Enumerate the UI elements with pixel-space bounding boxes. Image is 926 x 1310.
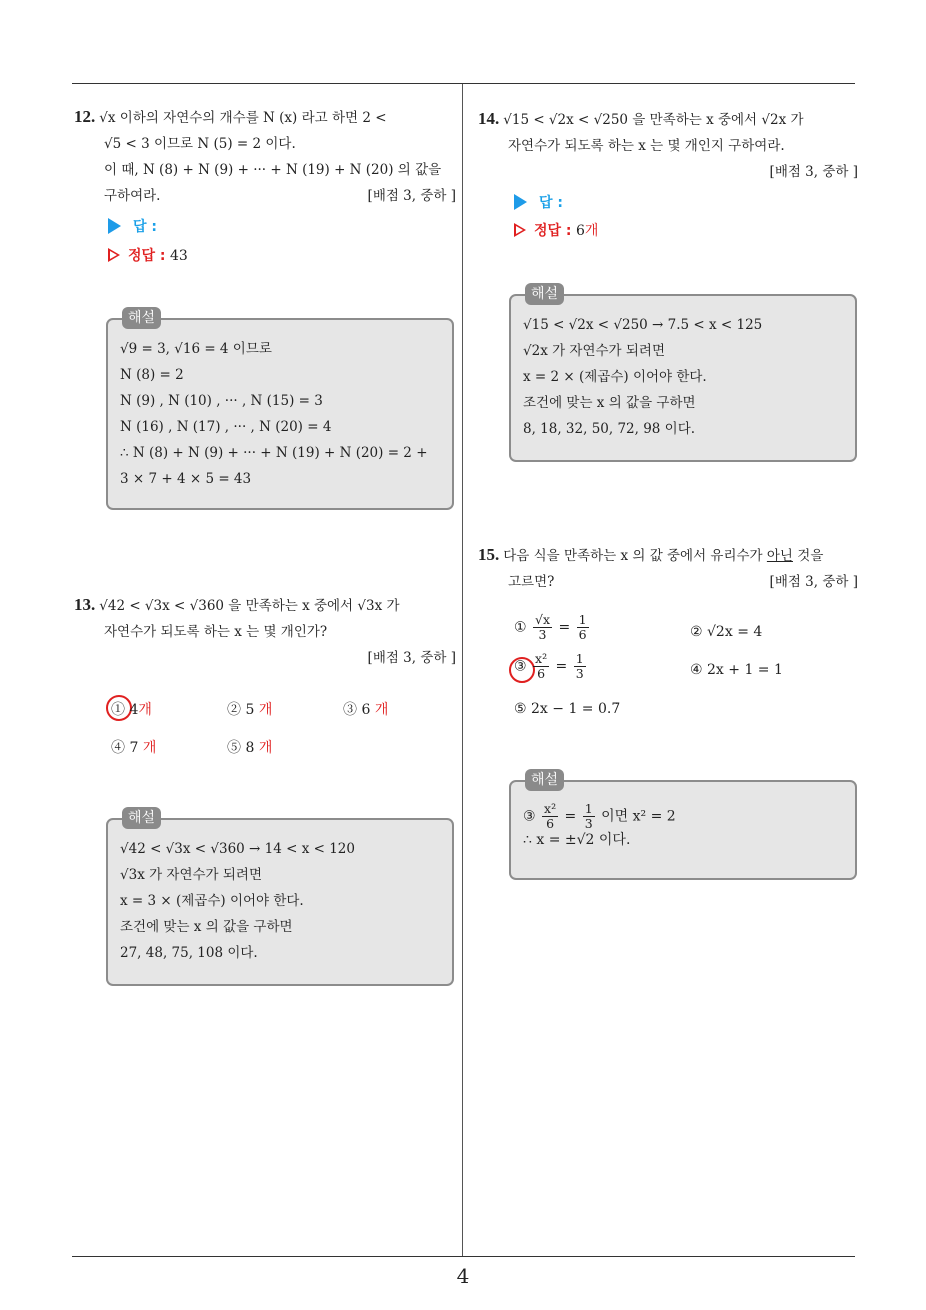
question-number: 12. (74, 107, 96, 126)
fraction: $\frac{\text{x²}}{6}$ (535, 651, 548, 681)
choice-mark: ① (514, 619, 527, 636)
answer-line (514, 192, 563, 212)
explanation-tag: 해설 (122, 807, 161, 829)
answer-label: 답 : (133, 219, 157, 235)
outline-triangle-icon (108, 248, 120, 262)
correct-answer-line (514, 220, 598, 240)
question-text: 것을 (792, 548, 824, 564)
question-text: √5 < 3 이므로 N (5) = 2 이다. (104, 136, 296, 152)
outline-triangle-icon (514, 223, 526, 237)
explanation-box (106, 310, 454, 510)
choice-value: 5 (245, 702, 255, 718)
explanation-line: ∴ x = ±√2 이다. (523, 832, 631, 848)
choice-value: 4 (129, 702, 139, 718)
top-rule (72, 83, 855, 84)
choice-text: 2x + 1 = 1 (707, 662, 783, 678)
grade-label: [배점 3, 중하 ] (769, 574, 858, 590)
choice-unit: 개 (142, 740, 157, 756)
choice-3[interactable]: ③ $\frac{\text{x²}}{6}$ = $\frac{1}{3}$ (514, 651, 584, 681)
grade-label: [배점 3, 중하 ] (367, 188, 456, 204)
explanation-box (509, 772, 857, 880)
explanation-line: 3 × 7 + 4 × 5 = 43 (120, 471, 252, 487)
explanation-line: 조건에 맞는 x 의 값을 구하면 (523, 395, 696, 411)
correct-answer-line (108, 245, 188, 265)
explanation-line: ∴ N (8) + N (9) + ··· + N (19) + N (20) = 2 + (120, 445, 428, 461)
explanation-line: √15 < √2x < √250 → 7.5 < x < 125 (523, 317, 763, 333)
choice-mark: ⑤ (514, 701, 527, 717)
answer-line (108, 216, 157, 236)
explanation-line: x = 2 × (제곱수) 이어야 한다. (523, 369, 707, 385)
correct-label: 정답 : (128, 248, 166, 264)
question-text: 다음 식을 만족하는 x 의 값 중에서 유리수가 (503, 548, 767, 564)
choice-unit: 개 (138, 702, 152, 718)
answer-label: 답 : (539, 195, 563, 211)
question-text: √x 이하의 자연수의 개수를 N (x) 라고 하면 2 < (99, 110, 387, 126)
fraction: $\frac{√x}{3}$ (535, 612, 551, 642)
choice-1[interactable]: ① $\frac{√x}{3}$ = $\frac{1}{6}$ (514, 612, 587, 642)
explanation-tag: 해설 (525, 769, 564, 791)
choice-mark: ② (690, 624, 703, 640)
choice-text: √2x = 4 (707, 624, 763, 640)
question-number: 15. (478, 545, 500, 564)
explanation-line: 27, 48, 75, 108 이다. (120, 945, 258, 961)
fraction: $\frac{1}{3}$ (575, 651, 584, 681)
choice-mark: ② (227, 702, 241, 718)
explanation-tag: 해설 (122, 307, 161, 329)
play-icon (514, 194, 527, 210)
question-14 (478, 106, 858, 185)
choice-4[interactable] (111, 737, 156, 757)
explanation-line: √3x 가 자연수가 되려면 (120, 867, 263, 883)
choice-value: 7 (129, 740, 139, 756)
explanation-line: N (8) = 2 (120, 367, 184, 383)
explanation-line: 조건에 맞는 x 의 값을 구하면 (120, 919, 293, 935)
choice-mark: ④ (111, 740, 125, 756)
explanation-box (509, 286, 857, 462)
question-text: √42 < √3x < √360 을 만족하는 x 중에서 √3x 가 (99, 598, 400, 614)
correct-label: 정답 : (534, 223, 572, 239)
choice-unit: 개 (258, 740, 273, 756)
choice-value: 6 (361, 702, 371, 718)
grade-label: [배점 3, 중하 ] (367, 650, 456, 666)
question-12 (74, 104, 456, 209)
question-number: 14. (478, 109, 500, 128)
correct-value: 6 (575, 223, 585, 239)
choice-3[interactable] (343, 699, 388, 719)
grade-label: [배점 3, 중하 ] (769, 164, 858, 180)
choice-mark: ⑤ (227, 740, 241, 756)
play-icon (108, 218, 121, 234)
explanation-line: √42 < √3x < √360 → 14 < x < 120 (120, 841, 355, 857)
correct-unit: 개 (584, 223, 599, 239)
question-text: √15 < √2x < √250 을 만족하는 x 중에서 √2x 가 (503, 112, 804, 128)
explanation-line: N (9) , N (10) , ··· , N (15) = 3 (120, 393, 323, 409)
choice-1[interactable] (111, 699, 152, 719)
choice-value: 8 (245, 740, 255, 756)
fraction: $\frac{1}{3}$ (584, 801, 593, 831)
question-text: 자연수가 되도록 하는 x 는 몇 개인가? (104, 624, 328, 640)
bottom-rule (72, 1256, 855, 1257)
explanation-line: √9 = 3, √16 = 4 이므로 (120, 341, 272, 357)
choice-mark: ③ (514, 658, 527, 675)
question-15 (478, 542, 858, 595)
explanation-line: x = 3 × (제곱수) 이어야 한다. (120, 893, 304, 909)
underlined-word: 아닌 (766, 548, 793, 564)
choice-5[interactable] (227, 737, 272, 757)
choice-5[interactable] (514, 701, 620, 717)
explanation-line: √2x 가 자연수가 되려면 (523, 343, 666, 359)
fraction: $\frac{1}{6}$ (578, 612, 587, 642)
correct-value: 43 (169, 248, 188, 264)
column-divider (462, 84, 463, 1256)
question-text: 자연수가 되도록 하는 x 는 몇 개인지 구하여라. (508, 138, 785, 154)
choice-unit: 개 (258, 702, 273, 718)
choice-unit: 개 (374, 702, 389, 718)
choice-text: 2x − 1 = 0.7̇ (531, 701, 621, 717)
question-text: 고르면? (508, 574, 555, 590)
explanation-line: 8, 18, 32, 50, 72, 98 이다. (523, 421, 696, 437)
choice-mark: ④ (690, 662, 703, 678)
page-number: 4 (456, 1264, 470, 1288)
fraction: $\frac{\text{x²}}{6}$ (544, 801, 557, 831)
choice-2[interactable] (227, 699, 272, 719)
question-13 (74, 592, 456, 671)
explanation-tag: 해설 (525, 283, 564, 305)
question-number: 13. (74, 595, 96, 614)
question-text: 구하여라. (104, 188, 161, 204)
choice-mark: ① (111, 702, 125, 718)
choice-2[interactable] (690, 624, 762, 640)
explanation-box (106, 810, 454, 986)
explanation-line: N (16) , N (17) , ··· , N (20) = 4 (120, 419, 332, 435)
question-text: 이 때, N (8) + N (9) + ··· + N (19) + N (20) 의 값을 (104, 162, 442, 178)
choice-4[interactable] (690, 662, 783, 678)
choice-mark: ③ (343, 702, 357, 718)
explanation-line: ③ $\frac{\text{x²}}{6}$ = $\frac{1}{3}$ 이면 x² = 2 (523, 801, 676, 831)
